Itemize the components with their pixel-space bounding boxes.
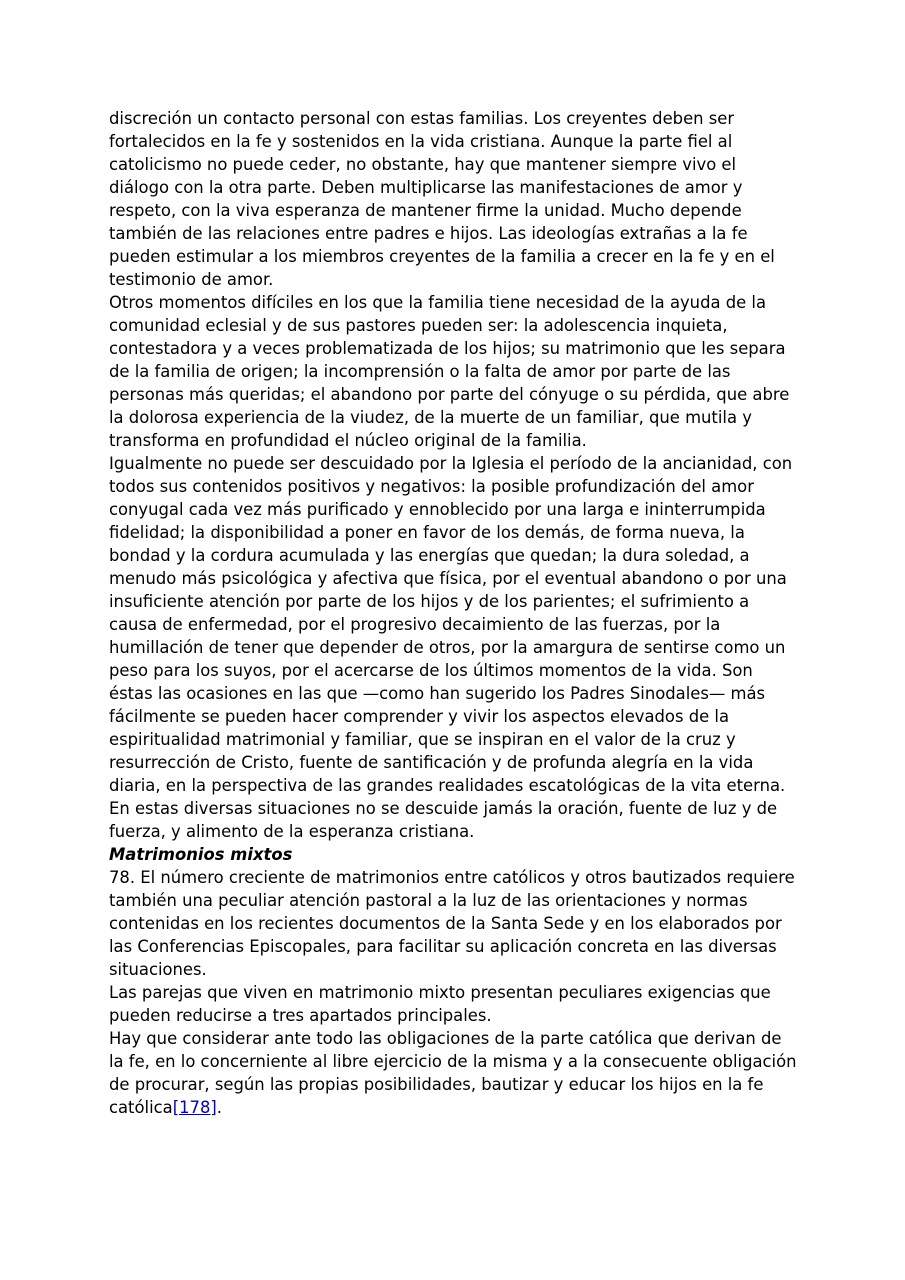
footnote-link-178[interactable]: [178] [172, 1098, 217, 1117]
document-page [109, 107, 799, 1119]
paragraph-mixed-couples: Las parejas que viven en matrimonio mixto presentan peculiares exigencias que pueden reducirse a tres apartados principales. [109, 983, 771, 1025]
paragraph-catholic-obligations [109, 1027, 799, 1119]
paragraph-section-78: 78. El número creciente de matrimonios entre católicos y otros bautizados requiere también una peculiar atención pastoral a la luz de las orientaciones y normas contenidas en los recientes documentos de la Santa Sede y en los elaborados por las Conferencias Episcopales, para facilitar su aplicación concreta en las diversas situaciones. [109, 868, 795, 979]
paragraph-family-dialogue: discreción un contacto personal con estas familias. Los creyentes deben ser fortalecidos en la fe y sostenidos en la vida cristiana. Aunque la parte fiel al catolicismo no puede ceder, no obstante, hay que mantener siempre vivo el diálogo con la otra parte. Deben multiplicarse las manifestaciones de amor y respeto, con la viva esperanza de mantener firme la unidad. Mucho depende también de las relaciones entre padres e hijos. Las ideologías extrañas a la fe pueden estimular a los miembros creyentes de la familia a crecer en la fe y en el testimonio de amor. [109, 109, 775, 289]
paragraph-difficult-moments: Otros momentos difíciles en los que la familia tiene necesidad de la ayuda de la comunidad eclesial y de sus pastores pueden ser: la adolescencia inquieta, contestadora y a veces problematizada de los hijos; su matrimonio que les separa de la familia de origen; la incomprensión o la falta de amor por parte de las personas más queridas; el abandono por parte del cónyuge o su pérdida, que abre la dolorosa experiencia de la viudez, de la muerte de un familiar, que mutila y transforma en profundidad el núcleo original de la familia. [109, 293, 790, 450]
paragraph-prayer: En estas diversas situaciones no se descuide jamás la oración, fuente de luz y de fuerza, y alimento de la esperanza cristiana. [109, 799, 778, 841]
paragraph-catholic-obligations-text: Hay que considerar ante todo las obligaciones de la parte católica que derivan de la fe, en lo concerniente al libre ejercicio de la misma y a la consecuente obligación de procurar, según las propias posibilidades, bautizar y educar los hijos en la fe católica [109, 1029, 797, 1117]
paragraph-old-age: Igualmente no puede ser descuidado por la Iglesia el período de la ancianidad, con todos sus contenidos positivos y negativos: la posible profundización del amor conyugal cada vez más purificado y ennoblecido por una larga e ininterrumpida fidelidad; la disponibilidad a poner en favor de los demás, de forma nueva, la bondad y la cordura acumulada y las energías que quedan; la dura soledad, a menudo más psicológica y afectiva que física, por el eventual abandono o por una insuficiente atención por parte de los hijos y de los parientes; el sufrimiento a causa de enfermedad, por el progresivo decaimiento de las fuerzas, por la humillación de tener que depender de otros, por la amargura de sentirse como un peso para los suyos, por el acercarse de los últimos momentos de la vida. Son éstas las ocasiones en las que —como han sugerido los Padres Sinodales— más fácilmente se pueden hacer comprender y vivir los aspectos elevados de la espiritualidad matrimonial y familiar, que se inspiran en el valor de la cruz y resurrección de Cristo, fuente de santificación y de profunda alegría en la vida diaria, en la perspectiva de las grandes realidades escatológicas de la vita eterna. [109, 454, 793, 795]
paragraph-end-period: . [216, 1098, 222, 1117]
section-heading: Matrimonios mixtos [109, 845, 293, 864]
